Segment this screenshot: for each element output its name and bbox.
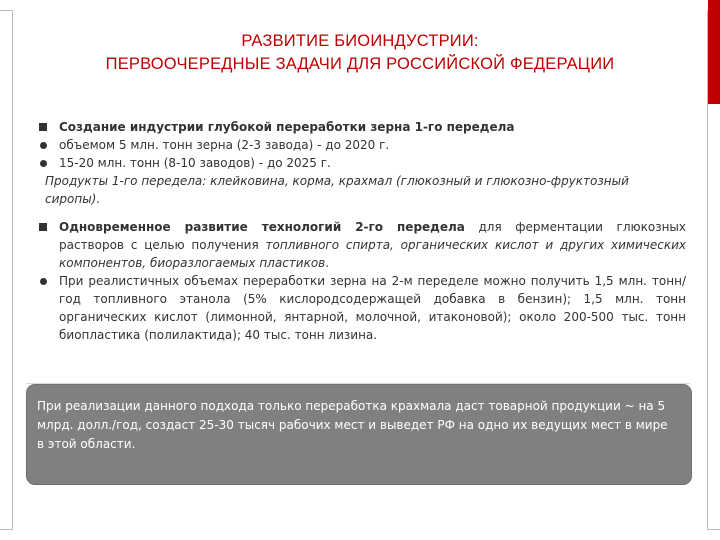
left-frame-line <box>0 10 13 530</box>
square-bullet-icon <box>39 123 47 131</box>
block2-heading-item <box>38 218 686 272</box>
block1-bullet-1-text: объемом 5 млн. тонн зерна (2-3 завода) - до 2020 г. <box>59 138 390 152</box>
title-line-1: РАЗВИТИЕ БИОИНДУСТРИИ: <box>241 32 479 50</box>
block2-bullet-text: При реалистичных объемах переработки зерна на 2-м переделе можно получить 1,5 млн. тонн/год топливного этанола (5% кислородсодержащей добавка в бензин); 1,5 млн. тонн органических кислот (лимонной, янтарной, молочной, итаконовой); около 200-500 тыс. тонн биопластика (полилактида); 40 тыс. тонн лизина. <box>59 274 686 342</box>
round-bullet-icon <box>40 278 47 285</box>
block1-heading: Создание индустрии глубокой переработки зерна 1-го передела <box>59 120 515 134</box>
slide-title <box>0 30 720 76</box>
round-bullet-icon <box>40 142 47 149</box>
square-bullet-icon <box>39 223 47 231</box>
callout-box <box>26 384 692 485</box>
slide-content <box>38 118 686 344</box>
round-bullet-icon <box>40 160 47 167</box>
block1-bullet-2 <box>38 154 686 172</box>
block2-heading-italic: топливного спирта, органических кислот и других химических компонентов, биоразлогаемых пластиков <box>59 238 686 270</box>
block1-products: Продукты 1-го передела: клейковина, корма, крахмал (глюкозный и глюкозно-фруктозный сиропы). <box>45 174 629 206</box>
block2-heading-end: . <box>325 256 330 270</box>
block2-heading-rest: для ферментации глюкозных растворов с целью получения <box>59 220 686 252</box>
block1-heading-item <box>38 118 686 136</box>
callout-text: При реализации данного подхода только переработка крахмала даст товарной продукции ~ на 5 млрд. долл./год, создаст 25-30 тысяч рабочих мест и выведет РФ на одно их ведущих мест в мире в этой области. <box>37 399 668 451</box>
block1-bullet-2-text: 15-20 млн. тонн (8-10 заводов) - до 2025 г. <box>59 156 331 170</box>
title-line-2: ПЕРВООЧЕРЕДНЫЕ ЗАДАЧИ ДЛЯ РОССИЙСКОЙ ФЕДЕРАЦИИ <box>105 55 615 73</box>
block2-heading-bold: Одновременное развитие технологий 2-го передела <box>59 220 465 234</box>
block2-bullet <box>38 272 686 344</box>
block1-bullet-1 <box>38 136 686 154</box>
